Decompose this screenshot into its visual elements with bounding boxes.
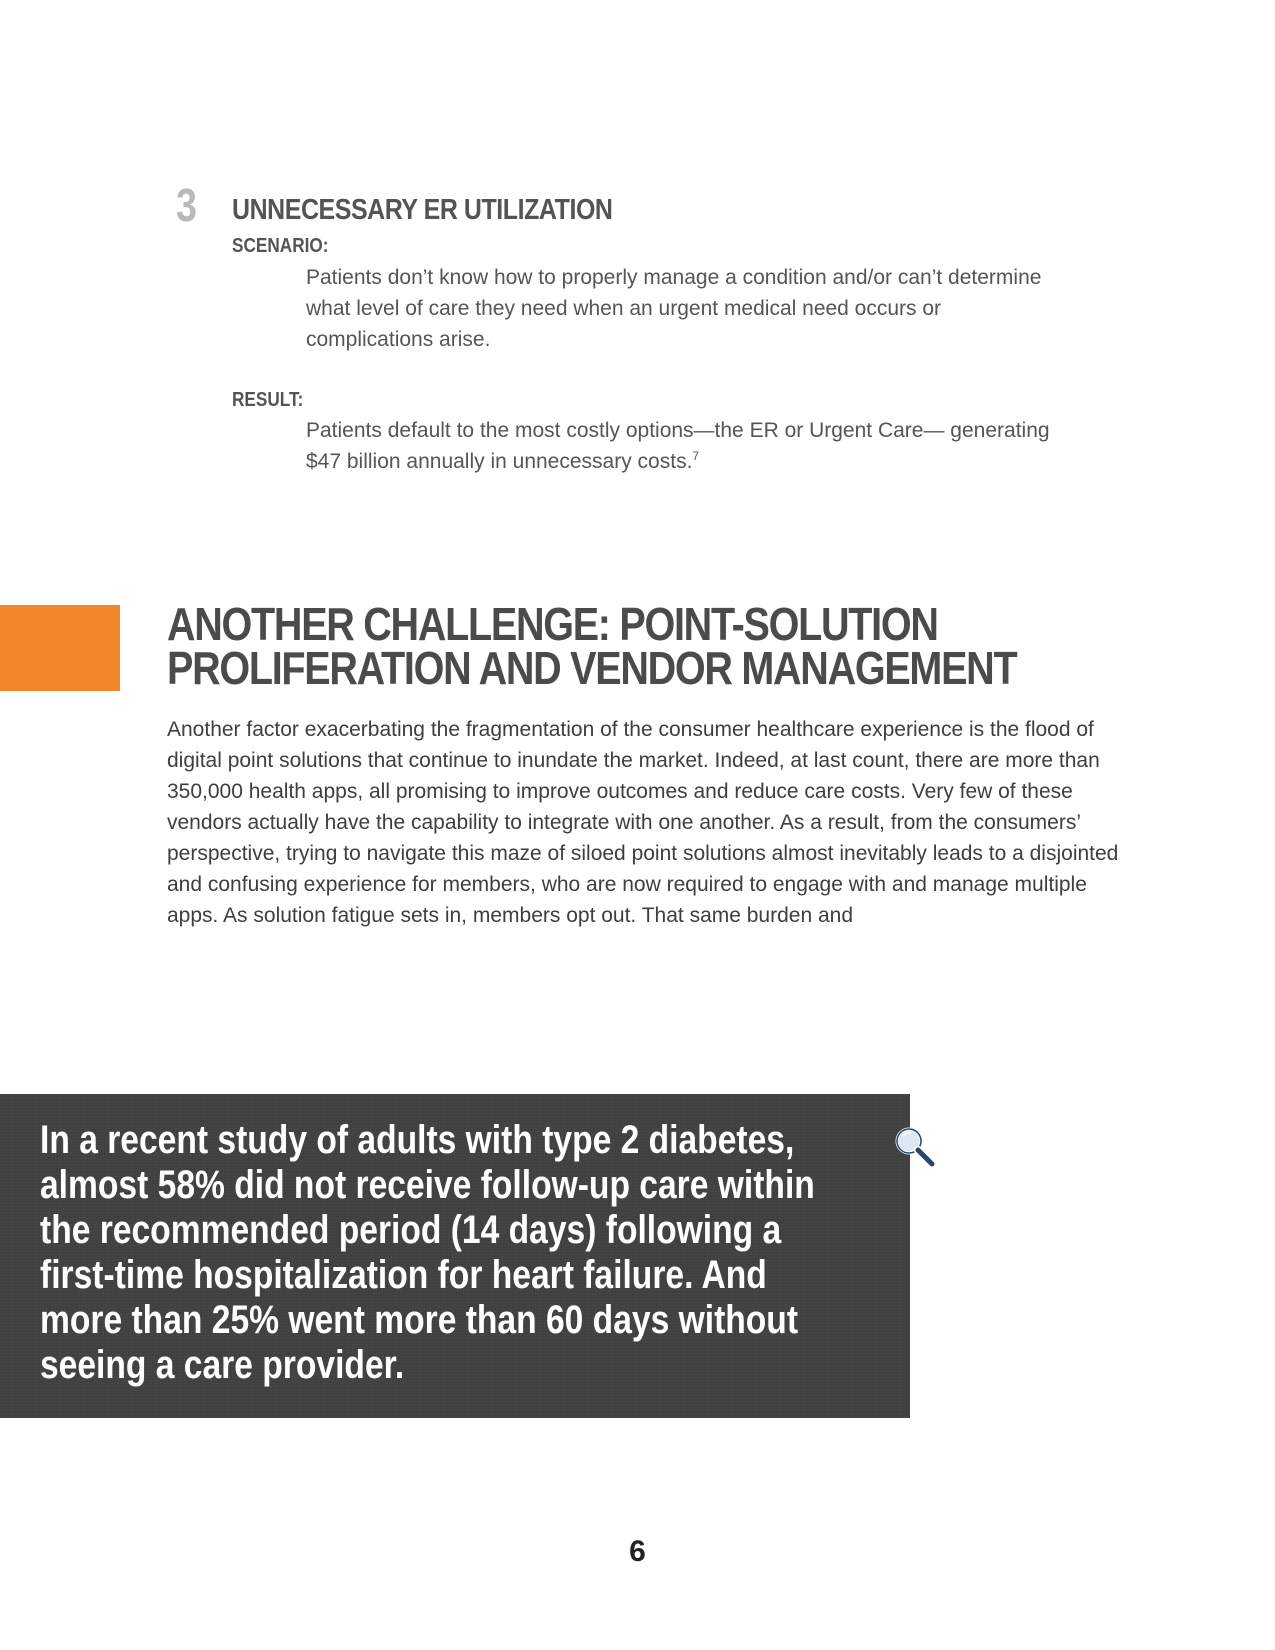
result-footnote: 7 bbox=[692, 449, 700, 463]
result-label: RESULT: bbox=[232, 389, 304, 411]
callout-text bbox=[40, 1118, 815, 1388]
result-text bbox=[306, 415, 1066, 477]
challenge-heading-line-2: PROLIFERATION AND VENDOR MANAGEMENT bbox=[167, 642, 1017, 694]
callout-line: seeing a care provider. bbox=[40, 1343, 405, 1387]
challenge-heading bbox=[167, 598, 1017, 694]
callout-line: more than 25% went more than 60 days without bbox=[40, 1298, 799, 1342]
magnifier-icon bbox=[893, 1125, 937, 1169]
callout-line: almost 58% did not receive follow-up care within bbox=[40, 1163, 815, 1207]
scenario-text: Patients don’t know how to properly manage a condition and/or can’t determine what level of care they need when an urgent medical need occurs or complications arise. bbox=[306, 266, 1042, 351]
scenario-label: SCENARIO: bbox=[232, 235, 329, 257]
page-number: 6 bbox=[629, 1535, 646, 1568]
callout-line: In a recent study of adults with type 2 diabetes, bbox=[40, 1118, 795, 1162]
challenge-heading-line-1: ANOTHER CHALLENGE: POINT-SOLUTION bbox=[167, 598, 938, 650]
section-accent-block bbox=[0, 605, 120, 691]
section-title: UNNECESSARY ER UTILIZATION bbox=[232, 194, 613, 226]
callout-line: the recommended period (14 days) following a bbox=[40, 1208, 782, 1252]
section-number: 3 bbox=[176, 179, 196, 231]
callout-line: first-time hospitalization for heart failure. And bbox=[40, 1253, 767, 1297]
result-text-body: Patients default to the most costly options—the ER or Urgent Care— generating $47 billion annually in unnecessary costs. bbox=[306, 419, 1050, 473]
challenge-body: Another factor exacerbating the fragmentation of the consumer healthcare experience is the flood of digital point solutions that continue to inundate the market. Indeed, at last count, there are more than 350,000 health apps, all promising to improve outcomes and reduce care costs. Very few of these vendors actually have the capability to integrate with one another. As a result, from the consumers’ perspective, trying to navigate this maze of siloed point solutions almost inevitably leads to a disjointed and confusing experience for members, who are now required to engage with and manage multiple apps. As solution fatigue sets in, members opt out. That same burden and bbox=[167, 718, 1119, 927]
